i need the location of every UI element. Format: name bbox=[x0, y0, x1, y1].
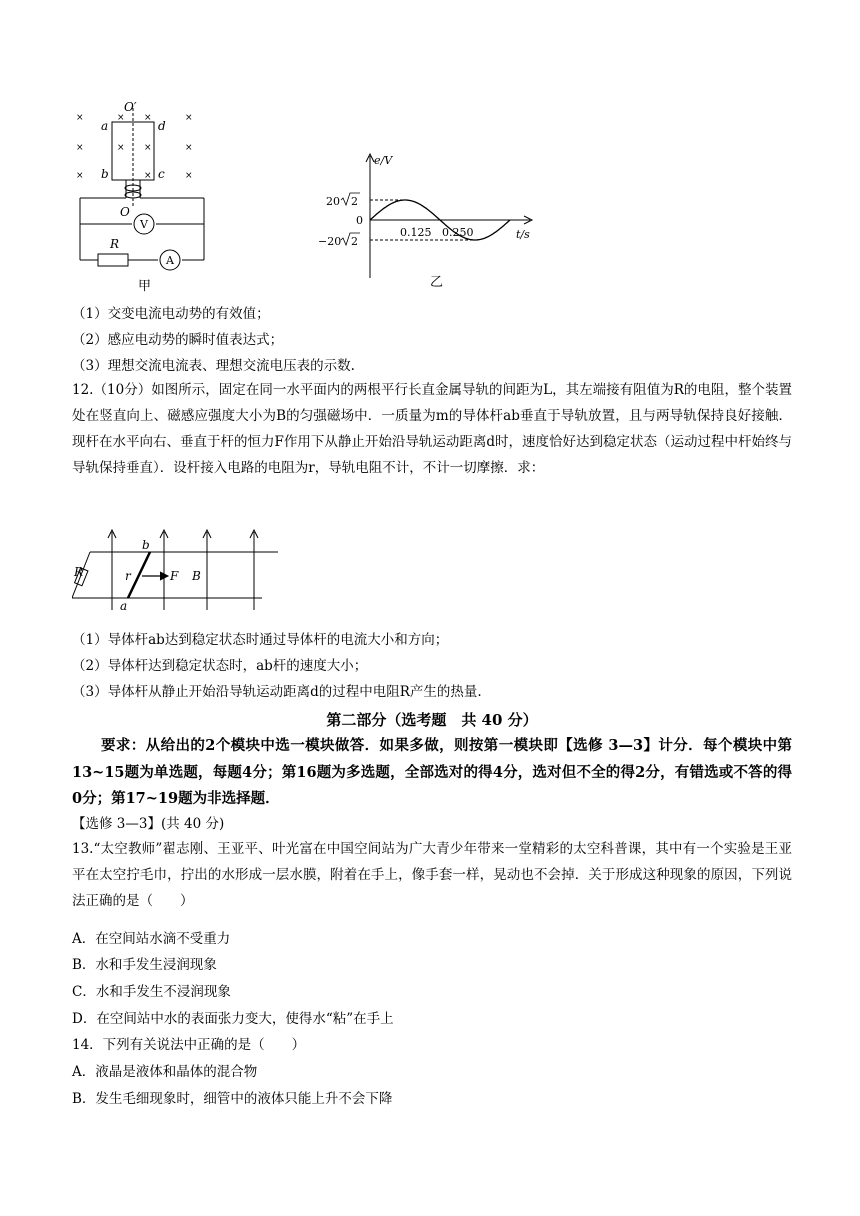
q11-item-3: （3）理想交流电流表、理想交流电压表的示数. bbox=[72, 358, 355, 374]
label-a: a bbox=[101, 119, 109, 133]
q12-item-3: （3）导体杆从静止开始沿导轨运动距离d的过程中电阻R产生的热量. bbox=[72, 684, 482, 700]
sqrt-radicand-top: 2 bbox=[351, 195, 358, 208]
label-A: A bbox=[166, 254, 174, 267]
y-tick-bottom: −20 bbox=[318, 235, 342, 248]
x-tick-1: 0.125 bbox=[400, 226, 432, 239]
figure-rails bbox=[72, 520, 287, 615]
rod-ab bbox=[128, 552, 150, 598]
q13-option-D: D．在空间站中水的表面张力变大，使得水“粘”在手上 bbox=[72, 1011, 394, 1027]
resistor-R bbox=[98, 254, 128, 266]
q14-option-B: B．发生毛细现象时，细管中的液体只能上升不会下降 bbox=[72, 1091, 393, 1107]
label-a: a bbox=[120, 599, 128, 613]
x-axis-label: t/s bbox=[516, 228, 530, 241]
part2-title: 第二部分（选考题 共 40 分） bbox=[326, 711, 538, 729]
label-V: V bbox=[140, 218, 148, 231]
x-tick-2: 0.250 bbox=[442, 226, 474, 239]
q12-item-1: （1）导体杆ab达到稳定状态时通过导体杆的电流大小和方向； bbox=[72, 632, 449, 648]
label-d: d bbox=[158, 119, 166, 133]
label-B: B bbox=[192, 569, 201, 583]
label-F: F bbox=[170, 569, 179, 583]
magnetic-field-crosses bbox=[76, 113, 193, 181]
q13-option-C: C．水和手发生不浸润现象 bbox=[72, 984, 231, 1000]
label-b: b bbox=[101, 167, 109, 181]
figure-jia bbox=[72, 98, 214, 298]
label-b: b bbox=[142, 538, 150, 552]
svg-text:×: × bbox=[117, 113, 125, 123]
q14-text: 14．下列有关说法中正确的是（ ） bbox=[72, 1037, 306, 1053]
q11-item-1: （1）交变电流电动势的有效值； bbox=[72, 306, 270, 322]
module-heading: 【选修 3—3】(共 40 分) bbox=[72, 816, 225, 832]
q12-item-2: （2）导体杆达到稳定状态时，ab杆的速度大小； bbox=[72, 658, 368, 674]
label-R: R bbox=[110, 237, 120, 251]
caption-yi: 乙 bbox=[430, 275, 444, 290]
svg-text:×: × bbox=[117, 143, 125, 153]
y-tick-zero: 0 bbox=[356, 214, 363, 227]
svg-text:×: × bbox=[76, 171, 84, 181]
svg-text:×: × bbox=[144, 171, 152, 181]
label-c: c bbox=[158, 167, 165, 181]
svg-text:×: × bbox=[76, 113, 84, 123]
q11-item-2: （2）感应电动势的瞬时值表达式； bbox=[72, 332, 284, 348]
label-O-bottom: O bbox=[120, 205, 130, 219]
svg-text:×: × bbox=[185, 171, 193, 181]
label-O-top: O′ bbox=[124, 100, 137, 114]
y-tick-top: 20 bbox=[326, 195, 340, 208]
svg-text:×: × bbox=[144, 143, 152, 153]
q12-text: 12.（10分）如图所示，固定在同一水平面内的两根平行长直金属导轨的间距为L，其左端接有阻值为R的电阻，整个装置处在竖直向上、磁感应强度大小为B的匀强磁场中．一质量为m的导体杆ab垂直于导轨放置，且与两导轨保持良好接触．现杆在水平向右、垂直于杆的恒力F作用下从静止开始沿导轨运动距离d时，速度恰好达到稳定状态（运动过程中杆始终与导轨保持垂直）．设杆接入电路的电阻为r，导轨电阻不计，不计一切摩擦．求： bbox=[72, 382, 793, 476]
sqrt-radicand-bottom: 2 bbox=[351, 235, 358, 248]
svg-text:×: × bbox=[185, 113, 193, 123]
q14-option-A: A．液晶是液体和晶体的混合物 bbox=[72, 1064, 258, 1080]
svg-text:×: × bbox=[144, 113, 152, 123]
q13-option-A: A．在空间站水滴不受重力 bbox=[72, 931, 231, 947]
svg-text:×: × bbox=[185, 143, 193, 153]
q13-option-B: B．水和手发生浸润现象 bbox=[72, 957, 217, 973]
q13-text: 13.“太空教师”翟志刚、王亚平、叶光富在中国空间站为广大青少年带来一堂精彩的太空科普课，其中有一个实验是王亚平在太空拧毛巾，拧出的水形成一层水膜，附着在手上，像手套一样，晃动也不会掉．关于形成这种现象的原因，下列说法正确的是（ ） bbox=[72, 841, 792, 909]
label-r: r bbox=[125, 569, 131, 583]
figure-yi bbox=[310, 148, 570, 293]
label-R: R bbox=[74, 565, 84, 579]
part2-requirement: 要求：从给出的2个模块中选一模块做答．如果多做，则按第一模块即【选修 3—3】计分．每个模块中第13~15题为单选题，每题4分；第16题为多选题，全部选对的得4分，选对但不全的得2分，有错选或不答的得0分；第17~19题为非选择题． bbox=[72, 737, 792, 807]
y-axis-label: e/V bbox=[374, 154, 393, 167]
svg-text:×: × bbox=[76, 143, 84, 153]
caption-jia: 甲 bbox=[138, 279, 152, 294]
